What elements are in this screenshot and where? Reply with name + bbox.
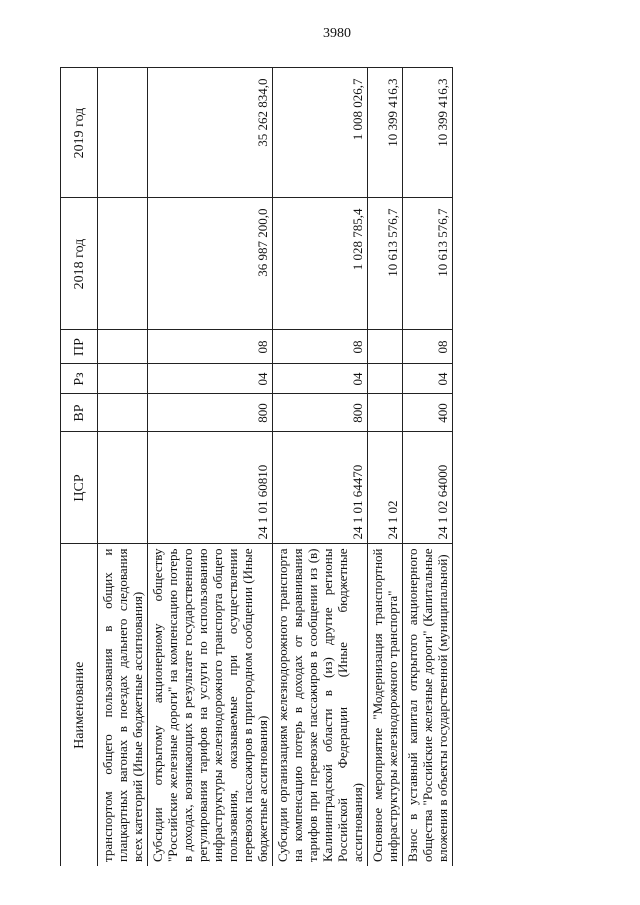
page-number: 3980 [323,26,351,41]
header-2018: 2018 год [61,198,98,330]
row-2019: 35 262 834,0 [148,68,273,198]
row-name: транспортом общего пользования в общих и плацкартных вагонах в поездах дальнего следования всех категорий (Иные бюджетные ассигнования) [98,544,148,866]
row-pr [368,330,403,364]
row-csr: 24 1 02 [368,432,403,544]
row-rz [98,364,148,394]
header-name: Наименование [61,544,98,866]
row-name: Субсидии организациям железнодорожного транспорта на компенсацию потерь в доходах от выравнивания тарифов при перевозке пассажиров в сообщении из (в) Калининградской области в (из) другие регионы Российской Федерации (Иные бюджетные ассигнования) [273,544,368,866]
row-name: Основное мероприятие "Модернизация транспортной инфраструктуры железнодорожного транспорта" [368,544,403,866]
header-2019: 2019 год [61,68,98,198]
row-rz: 04 [148,364,273,394]
table-row [368,68,403,866]
row-name: Взнос в уставный капитал открытого акционерного общества "Российские железные дороги" (Капитальные вложения в объекты государственной (муниципальной) [403,544,453,866]
table-row [403,68,453,866]
table-header-row [61,68,98,866]
row-2018: 36 987 200,0 [148,198,273,330]
row-pr: 08 [403,330,453,364]
row-vr [368,394,403,432]
row-2018: 1 028 785,4 [273,198,368,330]
row-rz [368,364,403,394]
table-row [98,68,148,866]
row-2019: 10 399 416,3 [403,68,453,198]
row-csr: 24 1 01 60810 [148,432,273,544]
budget-table [60,68,598,866]
row-pr: 08 [273,330,368,364]
row-2019 [98,68,148,198]
table-row [273,68,368,866]
row-2018 [98,198,148,330]
row-2018: 10 613 576,7 [368,198,403,330]
header-csr: ЦСР [61,432,98,544]
row-pr: 08 [148,330,273,364]
row-rz: 04 [403,364,453,394]
row-csr [98,432,148,544]
row-2019: 1 008 026,7 [273,68,368,198]
row-csr: 24 1 01 64470 [273,432,368,544]
row-vr: 800 [148,394,273,432]
row-vr: 800 [273,394,368,432]
row-vr [98,394,148,432]
row-2018: 10 613 576,7 [403,198,453,330]
header-vr: ВР [61,394,98,432]
header-rz: Рз [61,364,98,394]
row-2019: 10 399 416,3 [368,68,403,198]
row-csr: 24 1 02 64000 [403,432,453,544]
row-rz: 04 [273,364,368,394]
header-pr: ПР [61,330,98,364]
row-pr [98,330,148,364]
row-vr: 400 [403,394,453,432]
row-name: Субсидии открытому акционерному обществу "Российские железные дороги" на компенсацию потерь в доходах, возникающих в результате государственного регулирования тарифов на услуги по использованию инфраструктуры железнодорожного транспорта общего пользования, оказываемые при осуществлении перевозок пассажиров в пригородном сообщении (Иные бюджетные ассигнования) [148,544,273,866]
table-row [148,68,273,866]
